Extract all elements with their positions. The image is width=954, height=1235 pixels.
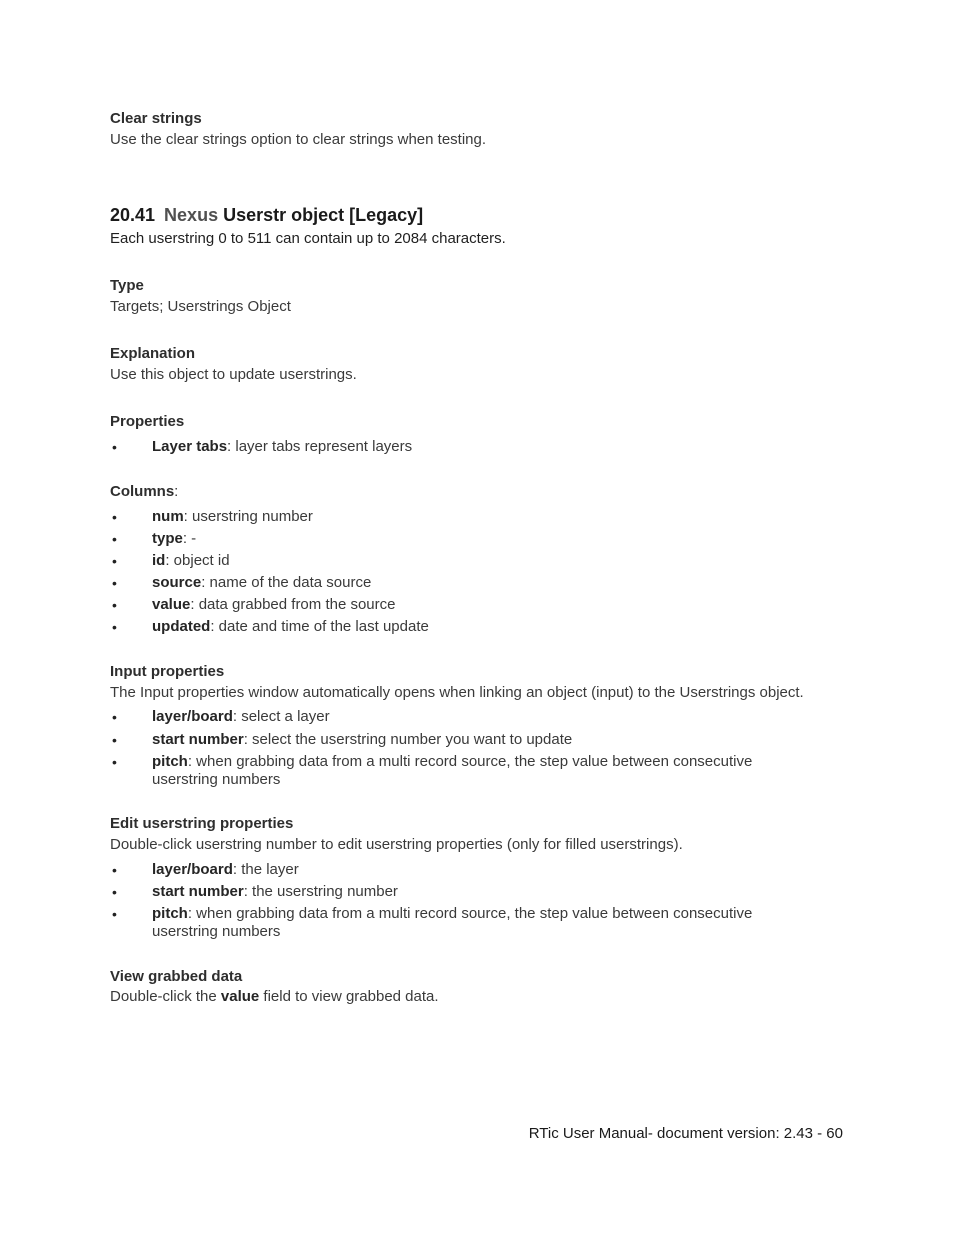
properties-list: [110, 438, 810, 456]
list-item: • id: object id: [110, 552, 810, 570]
list-item: • layer/board: select a layer: [110, 708, 810, 726]
input-properties-heading: Input properties: [110, 663, 225, 680]
section-heading: [110, 204, 423, 226]
list-item: • start number: the userstring number: [110, 883, 810, 901]
type-heading: Type: [110, 277, 144, 294]
list-item: • value: data grabbed from the source: [110, 596, 810, 614]
list-item: • layer/board: the layer: [110, 861, 810, 879]
list-item: • num: userstring number: [110, 508, 810, 526]
explanation-text: Use this object to update userstrings.: [110, 366, 357, 383]
view-grabbed-text: Double-click the value field to view grabbed data.: [110, 988, 439, 1005]
list-item: • pitch: when grabbing data from a multi record source, the step value between consecutive userstring numbers: [110, 753, 810, 789]
section-number: 20.41: [110, 205, 156, 225]
list-item: • start number: select the userstring number you want to update: [110, 731, 810, 749]
columns-heading: Columns:: [110, 483, 179, 500]
page-footer: RTic User Manual- document version: 2.43 - 60: [528, 1125, 843, 1142]
input-properties-list: [110, 708, 810, 789]
clear-strings-heading: Clear strings: [110, 110, 202, 127]
columns-list: [110, 508, 810, 636]
section-intro: Each userstring 0 to 511 can contain up to 2084 characters.: [110, 230, 506, 247]
explanation-heading: Explanation: [110, 345, 196, 362]
type-text: Targets; Userstrings Object: [110, 298, 291, 315]
clear-strings-text: Use the clear strings option to clear strings when testing.: [110, 131, 487, 148]
edit-properties-text: Double-click userstring number to edit userstring properties (only for filled userstrings).: [110, 836, 683, 853]
list-item: • Layer tabs: layer tabs represent layers: [110, 438, 810, 456]
properties-heading: Properties: [110, 413, 185, 430]
edit-properties-heading: Edit userstring properties: [110, 815, 294, 832]
view-grabbed-heading: View grabbed data: [110, 968, 243, 985]
list-item: • source: name of the data source: [110, 574, 810, 592]
list-item: • type: -: [110, 530, 810, 548]
edit-properties-list: [110, 861, 810, 941]
section-title: Userstr object [Legacy]: [223, 205, 424, 225]
input-properties-text: The Input properties window automatically opens when linking an object (input) to the Userstrings object.: [110, 684, 804, 701]
section-title-nexus: Nexus: [164, 205, 219, 225]
list-item: • updated: date and time of the last update: [110, 618, 810, 636]
list-item: • pitch: when grabbing data from a multi record source, the step value between consecutive userstring numbers: [110, 905, 810, 941]
